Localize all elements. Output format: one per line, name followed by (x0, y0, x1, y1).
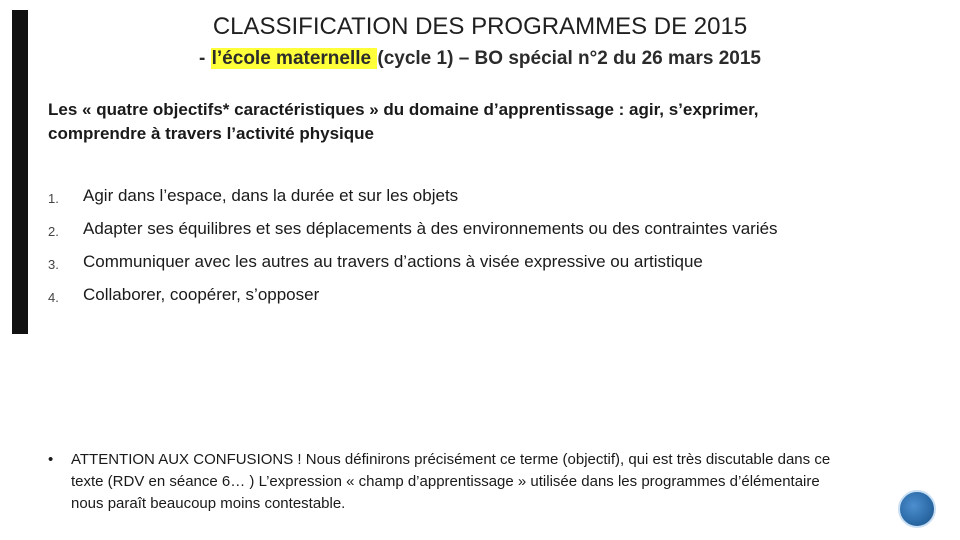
intro-paragraph: Les « quatre objectifs* caractéristiques » du domaine d’apprentissage : agir, s’exprimer, comprendre à travers l’activité physique (48, 100, 759, 143)
objectives-list (48, 186, 868, 318)
objective-item (48, 252, 868, 271)
subtitle-highlight: l’école maternelle (211, 48, 377, 69)
objective-number: 3. (48, 257, 59, 272)
note-bullet: • (48, 451, 54, 468)
objective-item (48, 219, 868, 238)
objective-number: 2. (48, 224, 59, 239)
slide-logo-icon (898, 490, 936, 528)
objective-text: Agir dans l’espace, dans la durée et sur les objets (83, 186, 459, 205)
objective-item (48, 285, 868, 304)
subtitle-prefix: - (199, 48, 211, 69)
objective-item (48, 186, 868, 205)
subtitle-rest: (cycle 1) – BO spécial n°2 du 26 mars 2015 (377, 48, 761, 69)
slide-title: CLASSIFICATION DES PROGRAMMES DE 2015 (212, 13, 748, 40)
objective-text: Collaborer, coopérer, s’opposer (83, 285, 320, 304)
warning-note (48, 449, 848, 515)
objective-number: 1. (48, 191, 59, 206)
slide-subtitle (0, 45, 960, 73)
objective-text: Communiquer avec les autres au travers d’actions à visée expressive ou artistique (83, 252, 703, 271)
note-text: ATTENTION AUX CONFUSIONS ! Nous définirons précisément ce terme (objectif), qui est très discutable dans ce texte (RDV en séance 6… ) L’expression « champ d’apprentissage » utilisée dans les programmes d’élémentaire nous paraît beaucoup moins contestable. (71, 451, 831, 512)
objective-text: Adapter ses équilibres et ses déplacements à des environnements ou des contraintes variés (83, 219, 778, 238)
objective-number: 4. (48, 290, 59, 305)
